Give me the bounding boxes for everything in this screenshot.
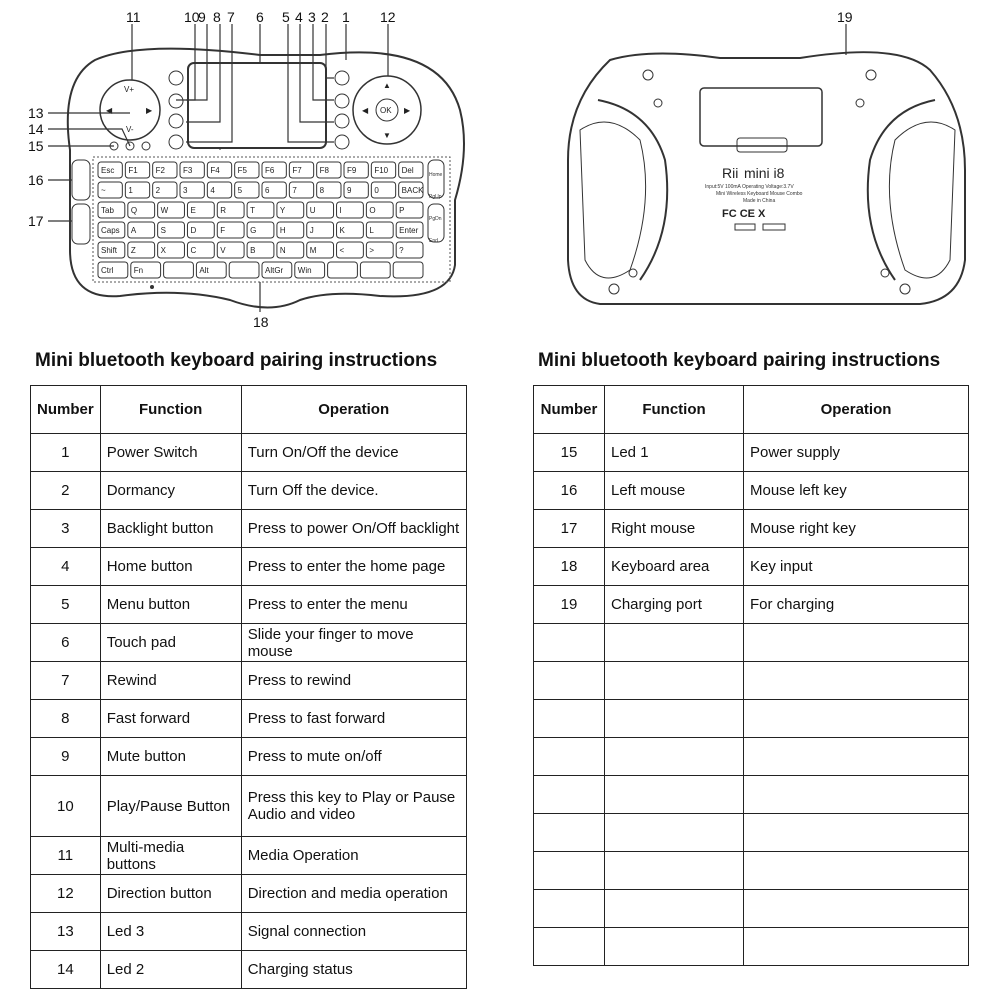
callout-10: 10	[184, 9, 200, 25]
row-function: Led 3	[100, 913, 241, 951]
table-row	[31, 472, 467, 510]
key-label: 4	[210, 186, 215, 195]
row-number: 17	[534, 510, 605, 548]
row-function: Play/Pause Button	[100, 776, 241, 837]
key	[164, 262, 194, 278]
key-label: X	[160, 246, 166, 255]
key-label: Z	[130, 246, 136, 255]
key-label: 2	[155, 186, 161, 195]
row-number: 9	[31, 738, 101, 776]
table-row	[534, 548, 969, 586]
key-label: 3	[183, 186, 188, 195]
model-label: mini i8	[744, 165, 785, 181]
key-label: F	[220, 226, 226, 235]
callout-3: 3	[308, 9, 316, 25]
key-label: G	[250, 226, 257, 235]
key-label: Tab	[101, 206, 114, 215]
row-number: 2	[31, 472, 101, 510]
key-label: O	[369, 206, 376, 215]
row-operation: Mouse left key	[744, 472, 969, 510]
table-row	[534, 662, 969, 700]
cert-marks: FC CE X	[722, 208, 766, 220]
side-key-label: PgDn	[429, 216, 442, 222]
svg-text:▶: ▶	[404, 106, 411, 115]
table-row	[31, 875, 467, 913]
key-label: Enter	[399, 226, 419, 235]
row-number: 7	[31, 662, 101, 700]
key-label: 8	[319, 186, 325, 195]
row-operation: Turn On/Off the device	[241, 434, 466, 472]
key-label: F2	[155, 166, 166, 175]
header-operation: Operation	[744, 386, 969, 434]
callout-19: 19	[837, 9, 853, 25]
key-label: BACK	[401, 186, 424, 195]
side-key-label: End	[429, 238, 438, 244]
table-row	[534, 700, 969, 738]
callout-4: 4	[295, 9, 303, 25]
row-function: Led 1	[605, 434, 744, 472]
callout-11: 11	[126, 9, 141, 25]
svg-text:▶: ▶	[146, 106, 153, 115]
table-row	[534, 814, 969, 852]
callout-9: 9	[198, 9, 206, 25]
right-instructions-table	[533, 385, 969, 966]
side-key-label: PgUp	[429, 194, 442, 200]
key-label: E	[190, 206, 196, 215]
key-label: >	[369, 246, 375, 255]
row-function: Charging port	[605, 586, 744, 624]
table-row	[31, 662, 467, 700]
right-table-heading: Mini bluetooth keyboard pairing instructions	[538, 350, 941, 371]
callout-1: 1	[342, 9, 350, 25]
row-operation: Signal connection	[241, 913, 466, 951]
key-label: 7	[292, 186, 297, 195]
row-number: 13	[31, 913, 101, 951]
row-function	[605, 928, 744, 966]
row-number: 5	[31, 586, 101, 624]
header-number: Number	[31, 386, 101, 434]
row-function: Touch pad	[100, 624, 241, 662]
callout-2: 2	[321, 9, 329, 25]
row-number	[534, 890, 605, 928]
row-number: 1	[31, 434, 101, 472]
key-label: F8	[319, 166, 330, 175]
row-number	[534, 776, 605, 814]
key-label: AltGr	[265, 266, 284, 275]
row-operation: For charging	[744, 586, 969, 624]
key	[229, 262, 259, 278]
key-label: W	[160, 206, 169, 215]
key	[360, 262, 390, 278]
key-label: Ctrl	[101, 266, 114, 275]
row-function: Mute button	[100, 738, 241, 776]
left-mouse-button	[72, 160, 90, 200]
row-function: Fast forward	[100, 700, 241, 738]
row-function: Led 2	[100, 951, 241, 989]
row-operation	[744, 700, 969, 738]
row-number	[534, 814, 605, 852]
battery-cover	[700, 88, 822, 146]
key-label: ~	[101, 186, 106, 195]
row-number: 14	[31, 951, 101, 989]
row-operation	[744, 624, 969, 662]
left-instructions-table	[30, 385, 467, 989]
key-label: T	[250, 206, 255, 215]
row-function	[605, 852, 744, 890]
row-number	[534, 624, 605, 662]
svg-text:◀: ◀	[106, 106, 113, 115]
left-table-heading: Mini bluetooth keyboard pairing instructions	[35, 350, 438, 371]
table-row	[534, 586, 969, 624]
row-operation: Media Operation	[241, 837, 466, 875]
key-label: B	[250, 246, 256, 255]
brand-label: Rii	[722, 165, 739, 181]
key-label: Fn	[133, 266, 144, 275]
key-label: F1	[128, 166, 138, 175]
row-operation: Press to enter the menu	[241, 586, 466, 624]
row-function: Menu button	[100, 586, 241, 624]
row-operation: Power supply	[744, 434, 969, 472]
table-row	[534, 624, 969, 662]
key-label: R	[220, 206, 227, 215]
key-label: L	[369, 226, 374, 235]
row-number: 10	[31, 776, 101, 837]
row-function: Direction button	[100, 875, 241, 913]
label-line-3: Made in China	[743, 198, 776, 204]
key-label: Caps	[101, 226, 120, 235]
row-function	[605, 662, 744, 700]
key-label: F4	[210, 166, 220, 175]
row-function: Power Switch	[100, 434, 241, 472]
key-label: V	[220, 246, 226, 255]
row-function: Dormancy	[100, 472, 241, 510]
key-label: U	[309, 206, 316, 215]
row-function: Rewind	[100, 662, 241, 700]
callout-6: 6	[256, 9, 264, 25]
row-operation	[744, 890, 969, 928]
key-label: F7	[292, 166, 302, 175]
row-operation	[744, 662, 969, 700]
table-row	[31, 738, 467, 776]
row-operation: Key input	[744, 548, 969, 586]
svg-text:▲: ▲	[383, 81, 391, 90]
row-function	[605, 814, 744, 852]
row-number	[534, 852, 605, 890]
row-operation	[744, 814, 969, 852]
key-label: F9	[347, 166, 357, 175]
callout-12: 12	[380, 9, 396, 25]
row-operation	[744, 738, 969, 776]
table-row	[31, 548, 467, 586]
key-label: C	[190, 246, 197, 255]
row-function: Backlight button	[100, 510, 241, 548]
row-function: Home button	[100, 548, 241, 586]
table-row	[31, 700, 467, 738]
svg-text:▼: ▼	[383, 131, 391, 140]
row-number: 4	[31, 548, 101, 586]
row-number: 16	[534, 472, 605, 510]
key-label: N	[279, 246, 286, 255]
right-mouse-button	[72, 204, 90, 244]
key-label: S	[160, 226, 166, 235]
row-function	[605, 738, 744, 776]
key-label: M	[309, 246, 317, 255]
key-label: Alt	[199, 266, 209, 275]
key-label: 0	[374, 186, 379, 195]
keyboard-keys	[98, 162, 443, 278]
row-number: 18	[534, 548, 605, 586]
table-row	[31, 586, 467, 624]
callout-5: 5	[282, 9, 290, 25]
media-volume-down: V-	[126, 125, 134, 134]
key-label: 1	[128, 186, 133, 195]
row-number: 11	[31, 837, 101, 875]
header-number: Number	[534, 386, 605, 434]
row-operation: Turn Off the device.	[241, 472, 466, 510]
row-number: 3	[31, 510, 101, 548]
key-label: Q	[130, 206, 138, 215]
key-label: F3	[183, 166, 193, 175]
table-row	[31, 913, 467, 951]
table-row	[31, 776, 467, 837]
key-label: Win	[297, 266, 312, 275]
key-label: J	[309, 226, 314, 235]
svg-text:◀: ◀	[362, 106, 369, 115]
callout-16: 16	[28, 172, 44, 188]
table-row	[31, 624, 467, 662]
side-key-label: Home	[429, 172, 443, 178]
key-label: F6	[265, 166, 275, 175]
label-line-1: Input:5V 100mA Operating Voltage:3.7V	[705, 184, 794, 190]
table-row	[534, 510, 969, 548]
row-operation: Mouse right key	[744, 510, 969, 548]
key-label: Del	[401, 166, 414, 175]
table-row	[534, 776, 969, 814]
keyboard-illustration	[0, 0, 1001, 340]
key-label: I	[339, 206, 342, 215]
table-row	[534, 890, 969, 928]
row-operation	[744, 928, 969, 966]
table-row	[31, 510, 467, 548]
row-function	[605, 700, 744, 738]
table-row	[534, 738, 969, 776]
key-label: D	[190, 226, 197, 235]
row-operation: Press to power On/Off backlight	[241, 510, 466, 548]
row-number	[534, 738, 605, 776]
row-operation: Press to fast forward	[241, 700, 466, 738]
row-function: Right mouse	[605, 510, 744, 548]
table-row	[31, 951, 467, 989]
key-label: Shift	[101, 246, 118, 255]
row-operation: Press to mute on/off	[241, 738, 466, 776]
table-row	[31, 837, 467, 875]
touch-pad	[188, 63, 326, 148]
key-label: F5	[237, 166, 248, 175]
table-row	[534, 928, 969, 966]
header-function: Function	[100, 386, 241, 434]
ok-label: OK	[380, 106, 392, 115]
key-label: <	[339, 246, 345, 255]
row-operation	[744, 852, 969, 890]
callout-8: 8	[213, 9, 221, 25]
row-function	[605, 776, 744, 814]
row-number: 19	[534, 586, 605, 624]
row-function	[605, 890, 744, 928]
row-operation: Slide your finger to move mouse	[241, 624, 466, 662]
row-function: Left mouse	[605, 472, 744, 510]
media-volume-up: V+	[124, 85, 135, 94]
callout-17: 17	[28, 213, 44, 229]
key-label: 9	[347, 186, 352, 195]
row-operation	[744, 776, 969, 814]
table-row	[534, 472, 969, 510]
callout-14: 14	[28, 121, 44, 137]
key-label: K	[339, 226, 345, 235]
row-function	[605, 624, 744, 662]
key	[328, 262, 358, 278]
row-operation: Press to enter the home page	[241, 548, 466, 586]
row-number: 8	[31, 700, 101, 738]
table-row	[31, 434, 467, 472]
callout-18: 18	[253, 314, 269, 330]
row-operation: Press to rewind	[241, 662, 466, 700]
row-function: Multi-media buttons	[100, 837, 241, 875]
row-number	[534, 928, 605, 966]
row-number: 6	[31, 624, 101, 662]
row-number	[534, 700, 605, 738]
key-label: 5	[237, 186, 243, 195]
row-operation: Press this key to Play or Pause Audio and video	[241, 776, 466, 837]
row-function: Keyboard area	[605, 548, 744, 586]
callout-7: 7	[227, 9, 235, 25]
key-label: Esc	[101, 166, 115, 175]
table-row	[534, 434, 969, 472]
label-line-2: Mini Wireless Keyboard Mouse Combo	[716, 191, 803, 197]
header-function: Function	[605, 386, 744, 434]
key-label: A	[130, 226, 137, 235]
row-number: 15	[534, 434, 605, 472]
key-label: H	[279, 226, 286, 235]
key-label: Y	[279, 206, 286, 215]
keyboard-area	[93, 157, 450, 282]
key-label: 6	[265, 186, 270, 195]
row-operation: Direction and media operation	[241, 875, 466, 913]
callout-15: 15	[28, 138, 44, 154]
callout-13: 13	[28, 105, 44, 121]
table-row	[534, 852, 969, 890]
header-operation: Operation	[241, 386, 466, 434]
key-label: ?	[399, 246, 404, 255]
row-operation: Charging status	[241, 951, 466, 989]
row-number: 12	[31, 875, 101, 913]
key-label: F10	[374, 166, 389, 175]
key	[393, 262, 423, 278]
row-number	[534, 662, 605, 700]
keyboard-diagram	[0, 0, 1001, 340]
key-label: P	[399, 206, 405, 215]
